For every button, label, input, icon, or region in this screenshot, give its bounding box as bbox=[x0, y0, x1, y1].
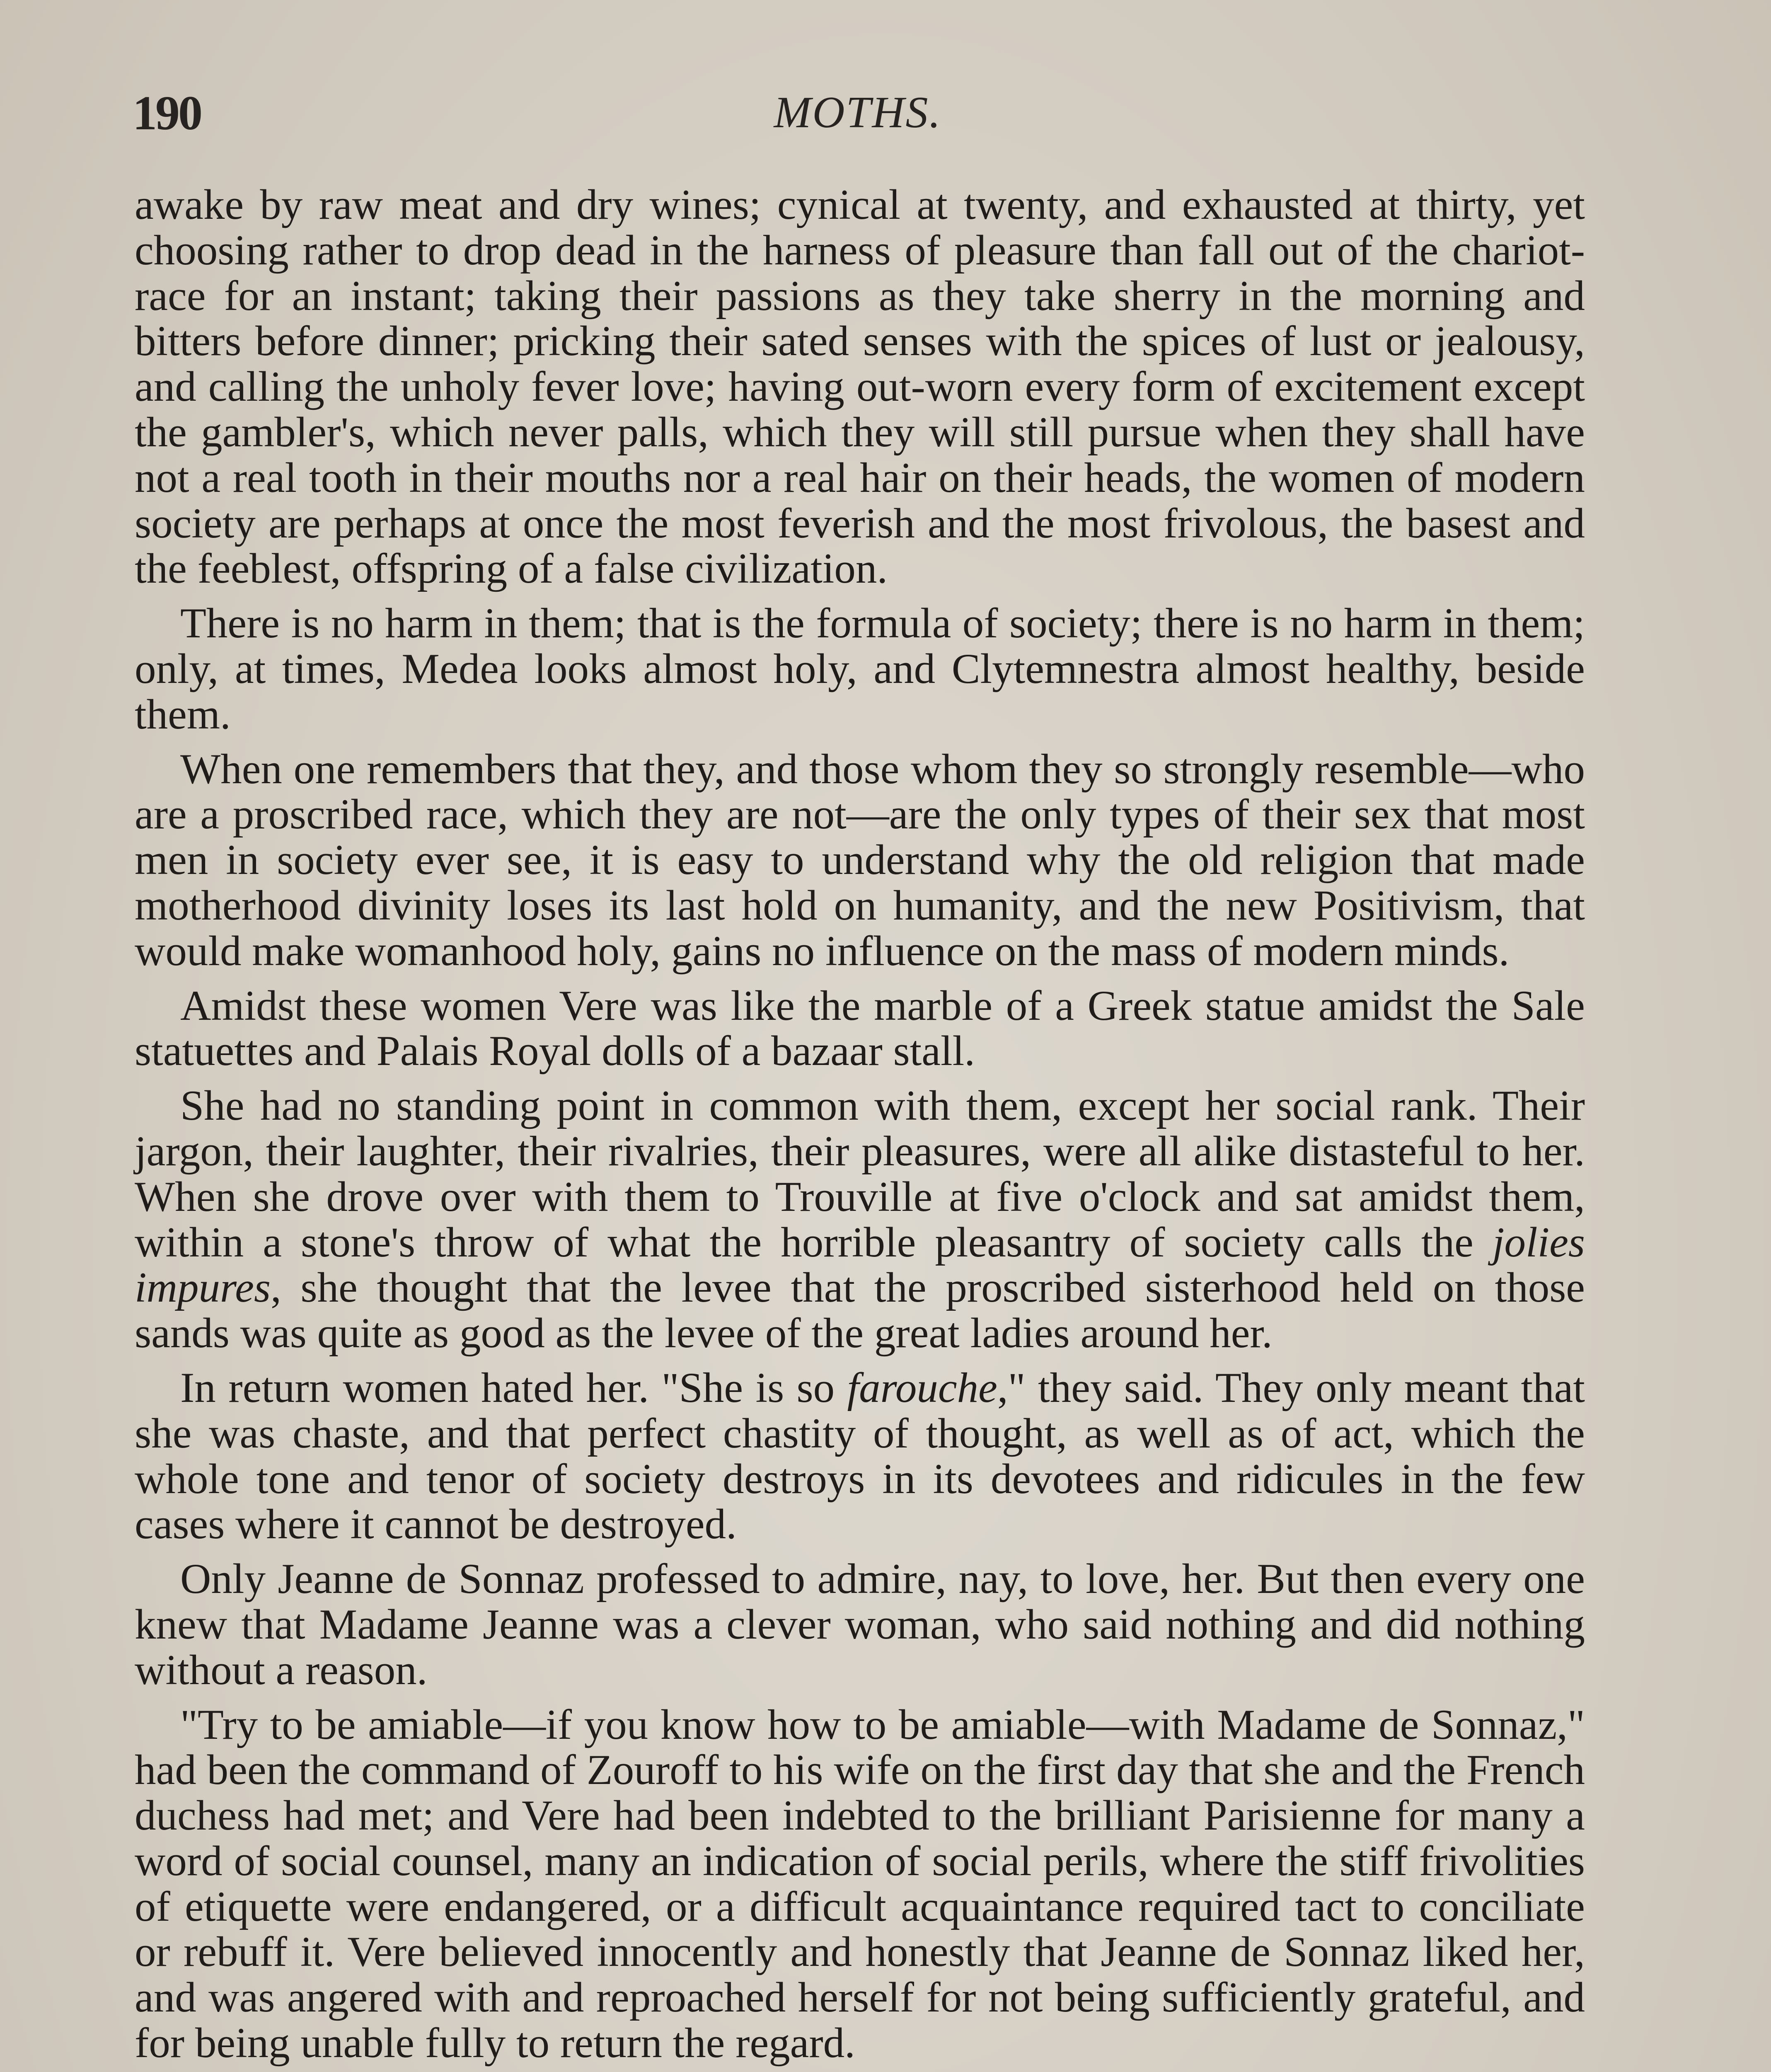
paragraph-text: , she thought that the levee that the proscribed sisterhood held on those sands was quite as good as the levee of the great ladies around her. bbox=[135, 1264, 1585, 1357]
paragraph-text: When one remembers that they, and those whom they so strongly resemble—who are a proscribed race, which they are not—are the only types of their sex that most men in society ever see, it is easy to understand why the old religion that made motherhood divinity loses its last hold on humanity, and the new Positivism, that would make womanhood holy, gains no influence on the mass of modern minds. bbox=[135, 745, 1585, 975]
paragraph bbox=[135, 1556, 1585, 1693]
paragraph-text: awake by raw meat and dry wines; cynical at twenty, and exhausted at thirty, yet choosing rather to drop dead in the harness of pleasure than fall out of the chariot-race for an instant; taking their passions as they take sherry in the morning and bitters before dinner; pricking their sated senses with the spices of lust or jealousy, and calling the unholy fever love; having out-worn every form of excitement except the gambler's, which never palls, which they will still pursue when they shall have not a real tooth in their mouths nor a real hair on their heads, the women of modern society are perhaps at once the most feverish and the most frivolous, the basest and the feeblest, offspring of a false civilization. bbox=[135, 181, 1585, 593]
body-text bbox=[135, 182, 1585, 2072]
paragraph bbox=[135, 182, 1585, 592]
paragraph-text: Only Jeanne de Sonnaz professed to admire, nay, to love, her. But then every one knew that Madame Jeanne was a clever woman, who said nothing and did nothing without a reason. bbox=[135, 1555, 1585, 1694]
paragraph bbox=[135, 1702, 1585, 2066]
page-number: 190 bbox=[133, 86, 201, 140]
italic-phrase: jolies impures bbox=[135, 1218, 1585, 1312]
paragraph bbox=[135, 1365, 1585, 1547]
paragraph-text: She had no standing point in common with them, except her social rank. Their jargon, their laughter, their rivalries, their pleasures, were all alike distasteful to her. When she drove over with them to Trouville at five o'clock and sat amidst them, within a stone's throw of what the horrible pleasantry of society calls the bbox=[135, 1082, 1585, 1266]
paragraph-text: In return women hated her. "She is so bbox=[180, 1364, 847, 1411]
paragraph-text: There is no harm in them; that is the formula of society; there is no harm in them; only, at times, Medea looks almost holy, and Clytemnestra almost healthy, beside them. bbox=[135, 600, 1585, 738]
paragraph-text: Amidst these women Vere was like the marble of a Greek statue amidst the Sale statuettes and Palais Royal dolls of a bazaar stall. bbox=[135, 982, 1585, 1075]
running-title: MOTHS. bbox=[774, 88, 942, 137]
paragraph-text: ," they said. They only meant that she was chaste, and that perfect chastity of thought, as well as of act, which the whole tone and tenor of society destroys in its devotees and ridicules in the few cases where it cannot be destroyed. bbox=[135, 1364, 1585, 1548]
paragraph bbox=[135, 1083, 1585, 1356]
page-header bbox=[133, 85, 1583, 151]
italic-phrase: farouche bbox=[847, 1364, 997, 1411]
paragraph bbox=[135, 601, 1585, 737]
paragraph bbox=[135, 747, 1585, 974]
paragraph bbox=[135, 983, 1585, 1075]
paragraph-text: "Try to be amiable—if you know how to be amiable—with Madame de Sonnaz," had been the command of Zouroff to his wife on the first day that she and the French duchess had met; and Vere had been indebted to the brilliant Parisienne for many a word of social counsel, many an indication of social perils, where the stiff frivolities of etiquette were endangered, or a difficult acquaintance required tact to conciliate or rebuff it. Vere believed innocently and honestly that Jeanne de Sonnaz liked her, and was angered with and reproached herself for not being sufficiently grateful, and for being unable fully to return the regard. bbox=[135, 1701, 1585, 2067]
